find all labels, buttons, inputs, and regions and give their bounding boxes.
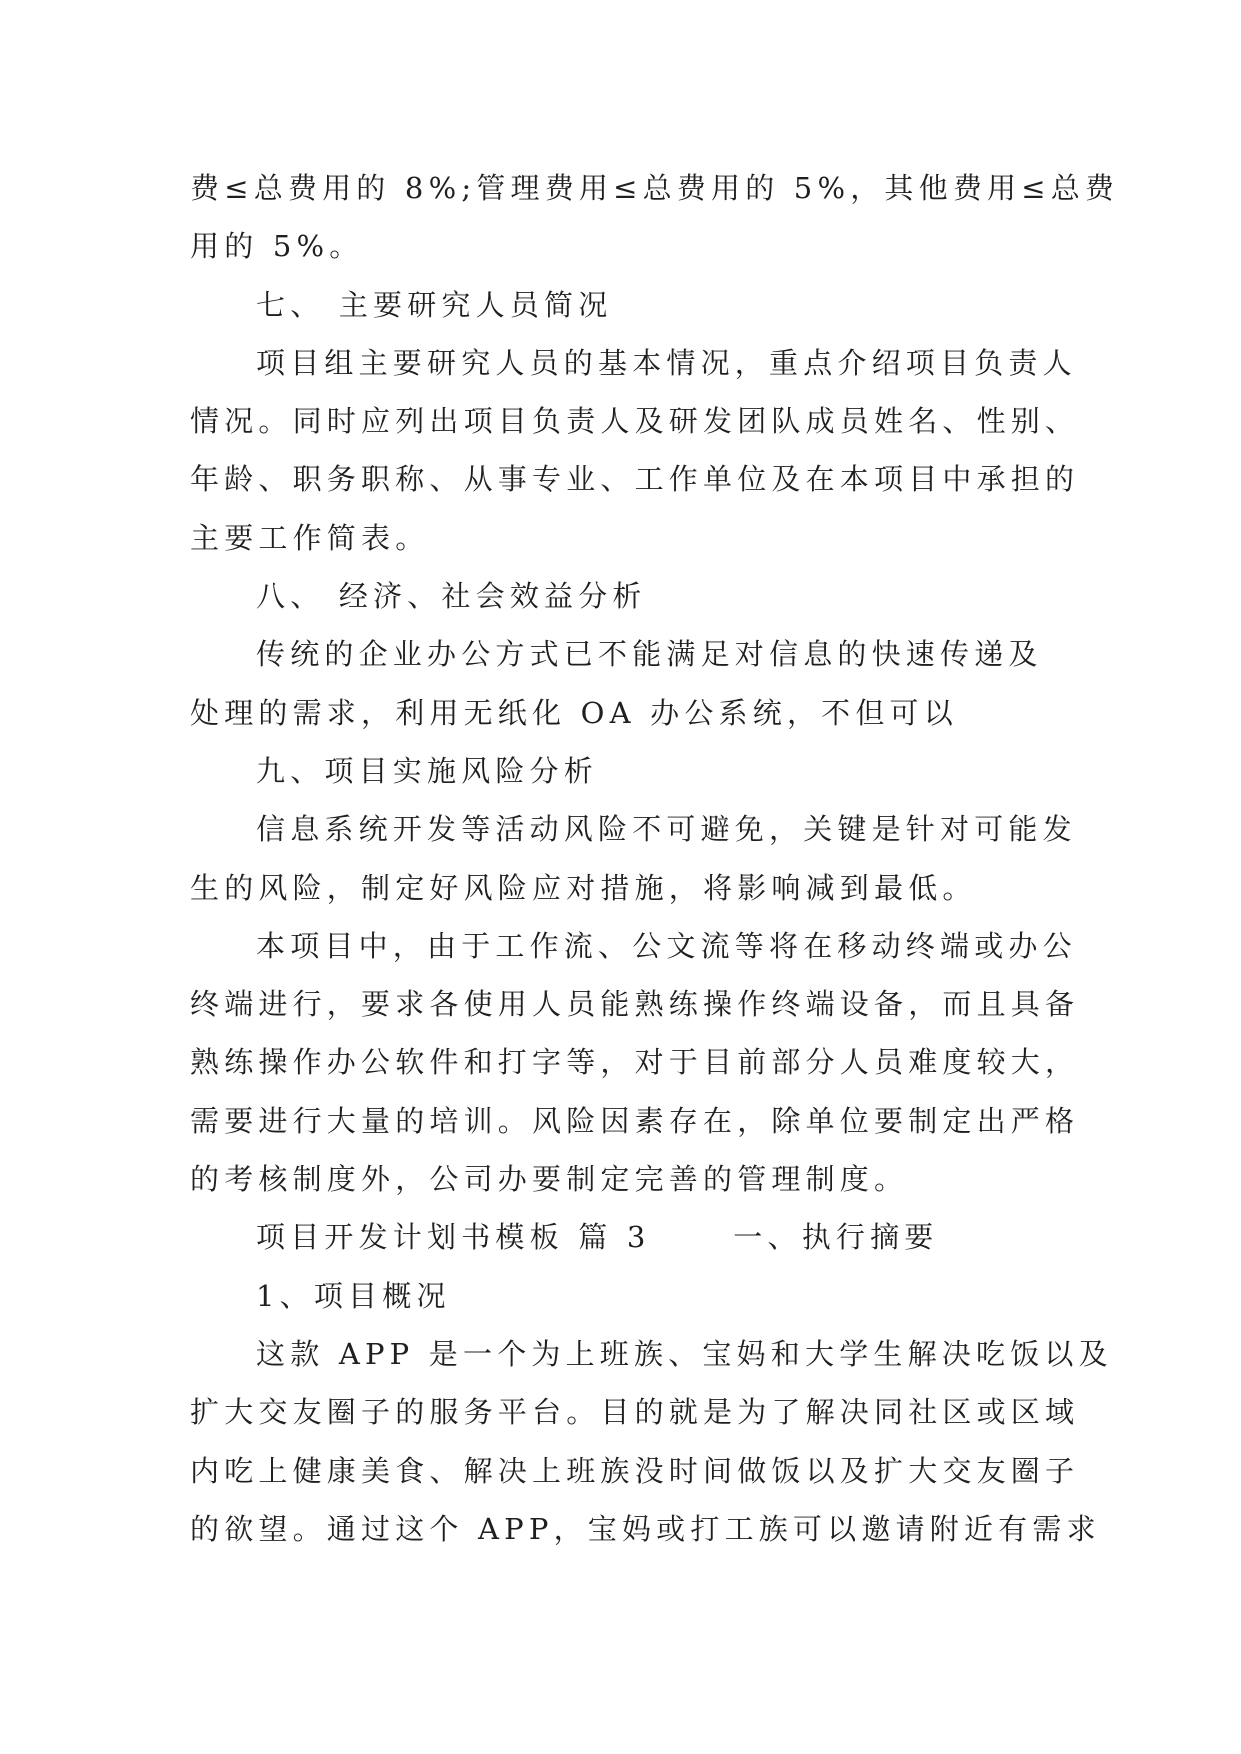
text-line: 熟练操作办公软件和打字等，对于目前部分人员难度较大， (190, 1045, 1080, 1080)
text-line: 这款 APP 是一个为上班族、宝妈和大学生解决吃饭以及 (256, 1336, 1113, 1371)
text-line: 终端进行，要求各使用人员能熟练操作终端设备，而且具备 (190, 987, 1080, 1022)
text-line: 内吃上健康美食、解决上班族没时间做饭以及扩大交友圈子 (190, 1453, 1080, 1488)
body-text (190, 159, 1120, 1558)
text-line: 年龄、职务职称、从事专业、工作单位及在本项目中承担的 (190, 462, 1080, 497)
text-line: 本项目中，由于工作流、公文流等将在移动终端或办公 (256, 928, 1077, 963)
text-line: 处理的需求，利用无纸化 OA 办公系统，不但可以 (190, 695, 958, 730)
text-line: 信息系统开发等活动风险不可避免，关键是针对可能发 (256, 812, 1077, 847)
section-heading: 项目开发计划书模板 篇 3 一、执行摘要 (256, 1220, 939, 1255)
text-line: 用的 5%。 (190, 229, 364, 264)
section-heading: 七、 主要研究人员简况 (256, 287, 613, 322)
text-line: 情况。同时应列出项目负责人及研发团队成员姓名、性别、 (190, 404, 1080, 439)
text-line: 费≤总费用的 8%;管理费用≤总费用的 5%，其他费用≤总费 (190, 171, 1120, 205)
text-line: 生的风险，制定好风险应对措施，将影响减到最低。 (190, 870, 977, 905)
section-heading: 九、项目实施风险分析 (256, 753, 599, 788)
text-line: 传统的企业办公方式已不能满足对信息的快速传递及 (256, 637, 1043, 672)
text-line: 项目组主要研究人员的基本情况，重点介绍项目负责人 (256, 345, 1077, 380)
subsection-heading: 1、项目概况 (256, 1278, 451, 1313)
text-line: 的欲望。通过这个 APP，宝妈或打工族可以邀请附近有需求 (190, 1511, 1101, 1546)
text-line: 主要工作简表。 (190, 520, 430, 555)
text-line: 扩大交友圈子的服务平台。目的就是为了解决同社区或区域 (190, 1395, 1080, 1430)
text-line: 需要进行大量的培训。风险因素存在，除单位要制定出严格 (190, 1103, 1080, 1138)
text-line: 的考核制度外，公司办要制定完善的管理制度。 (190, 1162, 909, 1197)
section-heading: 八、 经济、社会效益分析 (256, 579, 647, 614)
